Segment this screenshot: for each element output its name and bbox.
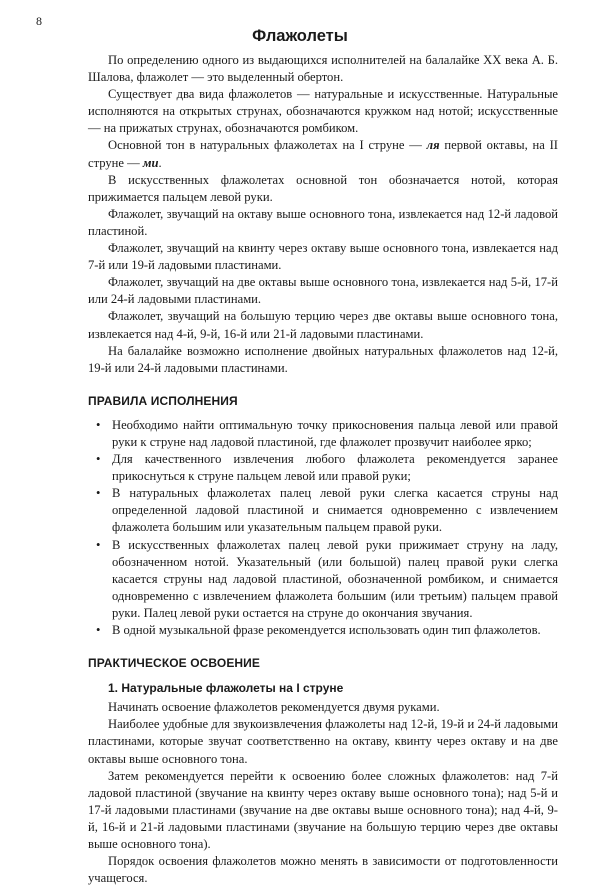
paragraph: В искусственных флажолетах основной тон обозначается нотой, которая прижимается пальцем левой руки. <box>88 172 558 204</box>
tone-prefix: Основной тон в натуральных флажолетах на I струне — <box>108 138 427 153</box>
list-item: • В натуральных флажолетах палец левой руки слегка касается струны над определенной ладовой пластиной и снимается одновременно с извлечением флажолета большим или указательным пальцем правой руки. <box>88 485 558 536</box>
list-item: • В искусственных флажолетах палец левой руки прижимает струну на ладу, обозначенном нотой. Указательный (или большой) палец правой руки слегка касается струны над ладовой пластиной, обозначенной ромбиком, и снимается одновременно с извлечением флажолета большим (или третьим) пальцем правой руки. Палец левой руки остается на струне до окончания звучания. <box>88 537 558 622</box>
paragraph: Порядок освоения флажолетов можно менять в зависимости от подготовленности учащегося. <box>88 854 558 886</box>
tone-note-mi: ми <box>142 155 159 170</box>
list-item: • Необходимо найти оптимальную точку прикосновения пальца левой или правой руки к струне над ладовой пластиной, где флажолет прозвучит наиболее ярко; <box>88 417 558 451</box>
list-item: • Для качественного извлечения любого флажолета рекомендуется заранее прикоснуться к струне пальцем левой или правой руки; <box>88 451 558 485</box>
paragraph: Флажолет, звучащий на квинту через октаву выше основного тона, извлекается над 7-й или 19-й ладовыми пластинами. <box>88 241 558 273</box>
paragraph: Флажолет, звучащий на октаву выше основного тона, извлекается над 12-й ладовой пластиной. <box>88 206 558 238</box>
paragraph: Затем рекомендуется перейти к освоению более сложных флажолетов: над 7-й ладовой пластиной (звучание на квинту через октаву выше основного тона); над 5-й и 17-й ладовыми пластинами (звучание на две октавы выше основного тона); над 4-й, 9-й, 16-й и 21-й ладовыми пластинами (звучание на большую терцию через две октавы выше основного тона). <box>88 768 558 852</box>
tone-note-la: ля <box>426 138 440 153</box>
page-number: 8 <box>36 14 42 28</box>
rules-list <box>88 417 558 639</box>
paragraph: Существует два вида флажолетов — натуральные и искусственные. Натуральные исполняются на открытых струнах, обозначаются кружком над нотой; искусственные — на прижатых струнах, обозначаются ромбиком. <box>88 87 558 136</box>
practice-subheading: 1. Натуральные флажолеты на I струне <box>108 681 344 696</box>
page-title: Флажолеты <box>252 27 348 45</box>
paragraph: На балалайке возможно исполнение двойных натуральных флажолетов над 12-й, 19-й или 24-й ладовыми пластинами. <box>88 343 558 375</box>
tone-suffix: . <box>158 155 162 170</box>
paragraph: По определению одного из выдающихся исполнителей на балалайке XX века А. Б. Шалова, флажолет — это выделенный обертон. <box>88 53 558 85</box>
list-item: • В одной музыкальной фразе рекомендуется использовать один тип флажолетов. <box>88 622 558 639</box>
practice-heading: ПРАКТИЧЕСКОЕ ОСВОЕНИЕ <box>88 656 261 671</box>
paragraph: Флажолет, звучащий на большую терцию через две октавы выше основного тона, извлекается над 4-й, 9-й, 16-й или 21-й ладовыми пластинами. <box>88 309 558 341</box>
paragraph-tone <box>88 137 558 171</box>
page-content <box>88 52 558 887</box>
paragraph: Флажолет, звучащий на две октавы выше основного тона, извлекается над 5-й, 17-й или 24-й ладовыми пластинами. <box>88 275 558 307</box>
rules-heading: ПРАВИЛА ИСПОЛНЕНИЯ <box>88 393 238 408</box>
tone-middle: первой октавы, на II струне — <box>88 138 558 170</box>
paragraph: Наиболее удобные для звукоизвлечения флажолеты над 12-й, 19-й и 24-й ладовыми пластинами, которые звучат соответственно на октаву, квинту через октаву и на две октавы выше основного тона. <box>88 717 558 766</box>
paragraph: Начинать освоение флажолетов рекомендуется двумя руками. <box>108 700 440 715</box>
